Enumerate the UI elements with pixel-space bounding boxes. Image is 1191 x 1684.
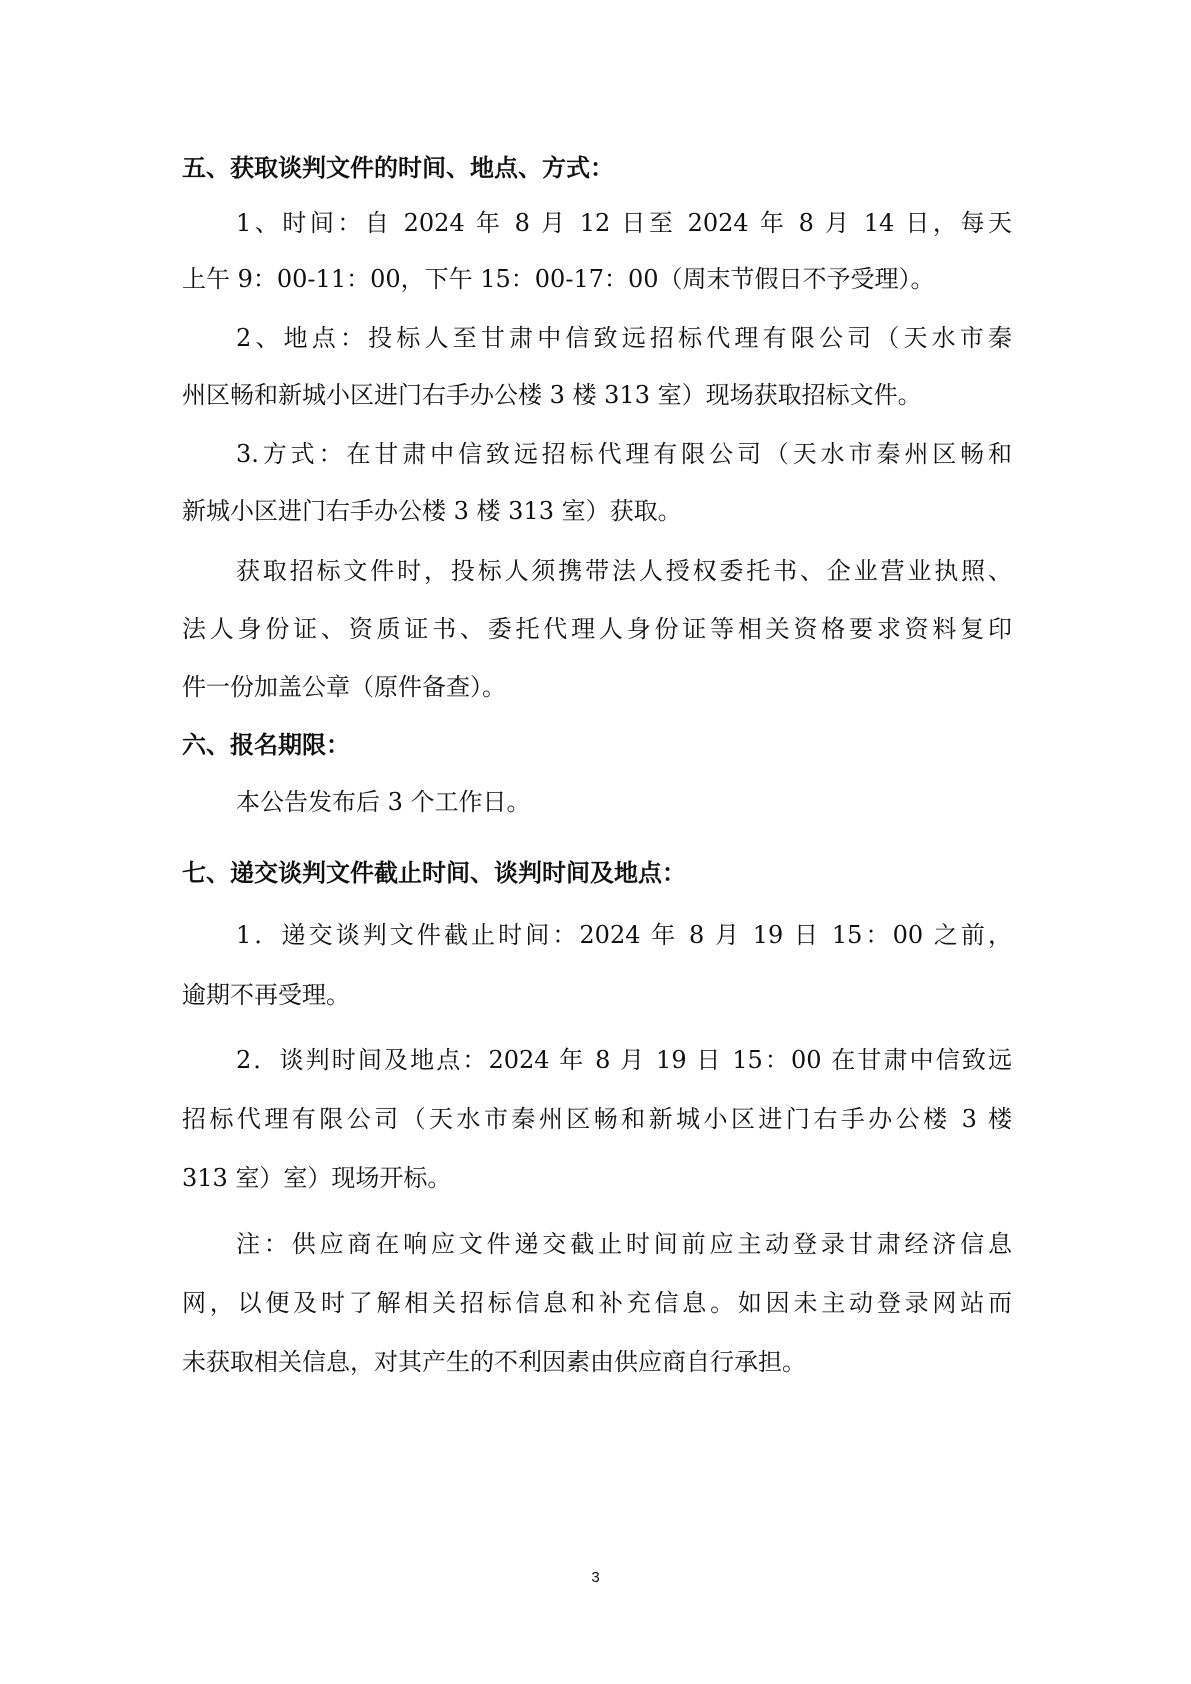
section5-note-line3: 件一份加盖公章（原件备查）。	[182, 673, 506, 701]
section7-item2-line3: 313 室）室）现场开标。	[182, 1164, 452, 1192]
section6-heading: 六、报名期限：	[182, 731, 350, 759]
section5-item3-line2: 新城小区进门右手办公楼 3 楼 313 室）获取。	[182, 497, 682, 525]
section5-item2-line1: 2、地点：投标人至甘肃中信致远招标代理有限公司（天水市秦	[236, 324, 1012, 352]
section7-note-line1: 注：供应商在响应文件递交截止时间前应主动登录甘肃经济信息	[236, 1230, 1012, 1258]
section7-item2-line2: 招标代理有限公司（天水市秦州区畅和新城小区进门右手办公楼 3 楼	[182, 1105, 1012, 1133]
section7-item1-line2: 逾期不再受理。	[182, 981, 350, 1009]
section5-item3-line1: 3.方式：在甘肃中信致远招标代理有限公司（天水市秦州区畅和	[236, 440, 1012, 468]
section5-note-line2: 法人身份证、资质证书、委托代理人身份证等相关资格要求资料复印	[182, 615, 1012, 643]
page-number: 3	[591, 1569, 600, 1586]
section5-item1-line1: 1、时间：自 2024 年 8 月 12 日至 2024 年 8 月 14 日，每天	[236, 209, 1012, 237]
section5-note-line1: 获取招标文件时，投标人须携带法人授权委托书、企业营业执照、	[236, 557, 1012, 585]
section7-item1-line1: 1．递交谈判文件截止时间：2024 年 8 月 19 日 15：00 之前，	[236, 921, 1012, 949]
section7-note-line2: 网，以便及时了解相关招标信息和补充信息。如因未主动登录网站而	[182, 1289, 1012, 1317]
section5-item1-line2: 上午 9：00-11：00，下午 15：00-17：00（周末节假日不予受理）。	[182, 265, 935, 293]
section7-item2-line1: 2．谈判时间及地点：2024 年 8 月 19 日 15：00 在甘肃中信致远	[236, 1046, 1012, 1074]
section5-item2-line2: 州区畅和新城小区进门右手办公楼 3 楼 313 室）现场获取招标文件。	[182, 381, 922, 409]
section7-heading: 七、递交谈判文件截止时间、谈判时间及地点：	[182, 859, 686, 887]
section5-heading: 五、获取谈判文件的时间、地点、方式：	[182, 154, 614, 182]
section6-line1: 本公告发布后 3 个工作日。	[236, 788, 531, 816]
section7-note-line3: 未获取相关信息，对其产生的不利因素由供应商自行承担。	[182, 1348, 806, 1376]
